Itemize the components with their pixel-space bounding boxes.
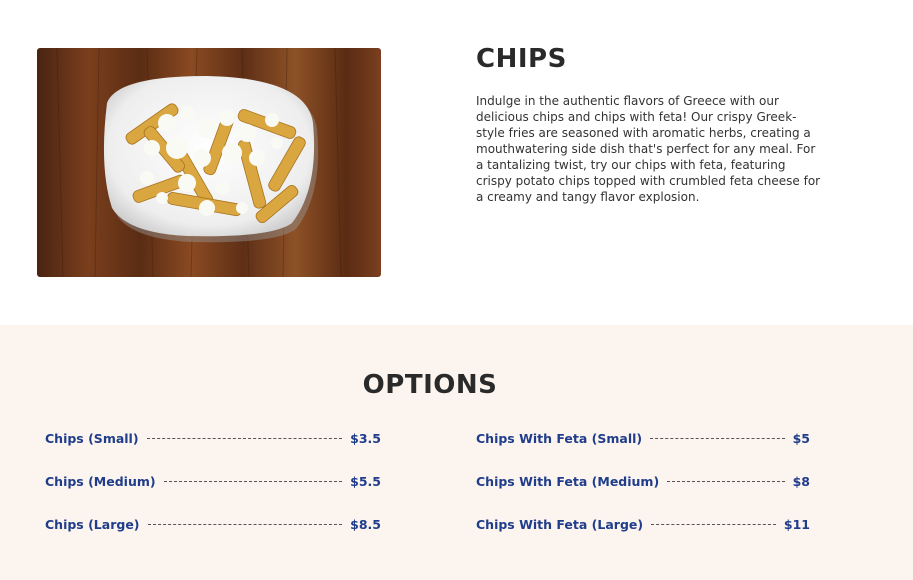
product-description: Indulge in the authentic flavors of Greece with our delicious chips and chips with feta! Our crispy Greek-style fries are seasoned with aromatic herbs, creating a mouthwatering side dish that's perfect for any meal. For a tantalizing twist, try our chips with feta, featuring crispy potato chips topped with crumbled feta cheese for a creamy and tangy flavor explosion. <box>476 94 821 204</box>
option-price: $5 <box>792 430 810 446</box>
dotted-leader <box>651 524 776 525</box>
chips-photo-illustration <box>37 48 381 277</box>
option-price: $11 <box>783 516 810 532</box>
dotted-leader <box>650 438 784 439</box>
option-name: Chips (Small) <box>45 430 139 446</box>
option-name: Chips With Feta (Medium) <box>476 473 660 489</box>
dotted-leader <box>667 481 784 482</box>
option-price: $5.5 <box>350 473 381 489</box>
options-title: OPTIONS <box>362 370 498 400</box>
option-name: Chips (Medium) <box>45 473 156 489</box>
option-row <box>45 515 381 533</box>
product-image <box>37 48 381 277</box>
option-row <box>476 472 810 490</box>
option-price: $3.5 <box>350 430 381 446</box>
option-price: $8.5 <box>350 516 381 532</box>
option-name: Chips (Large) <box>45 516 140 532</box>
product-title: CHIPS <box>476 44 567 74</box>
option-row <box>476 429 810 447</box>
dotted-leader <box>164 481 343 482</box>
option-name: Chips With Feta (Large) <box>476 516 644 532</box>
option-row <box>476 515 810 533</box>
option-row <box>45 472 381 490</box>
option-price: $8 <box>792 473 810 489</box>
dotted-leader <box>147 438 343 439</box>
option-name: Chips With Feta (Small) <box>476 430 643 446</box>
options-section <box>0 325 913 580</box>
dotted-leader <box>148 524 343 525</box>
option-row <box>45 429 381 447</box>
